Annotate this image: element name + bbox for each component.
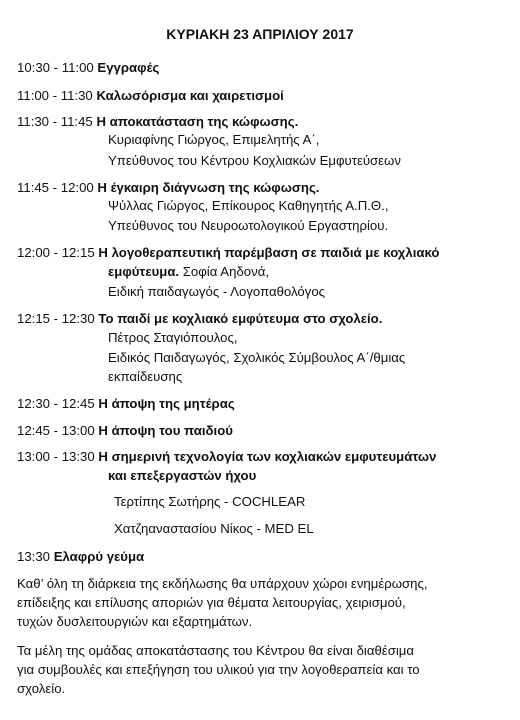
schedule-item [17, 421, 513, 440]
speaker-name: Ψύλλας Γιώργος, Επίκουρος Καθηγητής Α.Π.Θ., [108, 198, 389, 213]
page-title: ΚΥΡΙΑΚΗ 23 ΑΠΡΙΛΙΟΥ 2017 [166, 26, 354, 42]
note-paragraph-line: Τα μέλη της ομάδας αποκατάστασης του Κέντρου θα είναι διαθέσιμα [17, 643, 414, 658]
schedule-item [17, 547, 513, 566]
schedule-item [17, 86, 513, 105]
speaker-name: Πέτρος Σταγιόπουλος, [108, 330, 238, 345]
speaker-name: Σοφία Αηδονά, [179, 264, 269, 279]
schedule-title: Η αποκατάσταση της κώφωσης. [96, 114, 299, 129]
schedule-time: 13:30 [17, 549, 51, 564]
schedule-time: 12:45 - 13:00 [17, 423, 95, 438]
schedule-item [17, 243, 513, 262]
speaker-role: Υπεύθυνος του Κέντρου Κοχλιακών Εμφυτεύσεων [108, 153, 401, 168]
schedule-title: Η έγκαιρη διάγνωση της κώφωσης. [97, 180, 320, 195]
speaker-role: Υπεύθυνος του Νευροωτολογικού Εργαστηρίου. [108, 218, 389, 233]
note-paragraph-line: Καθ’ όλη τη διάρκεια της εκδήλωσης θα υπάρχουν χώροι ενημέρωσης, [17, 576, 428, 591]
schedule-time: 12:00 - 12:15 [17, 245, 95, 260]
schedule-item [17, 112, 513, 131]
schedule-title: Καλωσόρισμα και χαιρετισμοί [96, 88, 284, 103]
speaker-name: Τερτίπης Σωτήρης - COCHLEAR [114, 494, 306, 509]
note-paragraph-line: τυχών δυσλειτουργιών και εξαρτημάτων. [17, 614, 253, 629]
schedule-item [17, 178, 513, 197]
speaker-role: Ειδική παιδαγωγός - Λογοπαθολόγος [108, 284, 326, 299]
schedule-title: Εγγραφές [97, 60, 160, 75]
speaker-role: Ειδικός Παιδαγωγός, Σχολικός Σύμβουλος Α΄/θμιας [108, 350, 406, 365]
schedule-time: 13:00 - 13:30 [17, 449, 95, 464]
schedule-time: 11:45 - 12:00 [17, 180, 94, 195]
note-paragraph-line: σχολείο. [17, 681, 66, 696]
schedule-title: Ελαφρύ γεύμα [53, 549, 145, 564]
schedule-title: εμφύτευμα. [108, 264, 180, 279]
speaker-name: Κυριαφίνης Γιώργος, Επιμελητής Α΄, [108, 132, 320, 147]
schedule-title: Η άποψη της μητέρας [98, 396, 235, 411]
schedule-title: Η λογοθεραπευτική παρέμβαση σε παιδιά με κοχλιακό [98, 245, 440, 260]
schedule-time: 11:00 - 11:30 [17, 88, 93, 103]
note-paragraph-line: επίδειξης και επίλυσης αποριών για θέματα λειτουργίας, χειρισμού, [17, 595, 406, 610]
schedule-time: 12:30 - 12:45 [17, 396, 95, 411]
schedule-item [17, 447, 513, 466]
schedule-time: 12:15 - 12:30 [17, 311, 95, 326]
speaker-role: εκπαίδευσης [108, 369, 183, 384]
schedule-title: Το παιδί με κοχλιακό εμφύτευμα στο σχολείο. [98, 311, 383, 326]
schedule-item [17, 309, 513, 328]
schedule-item [17, 58, 513, 77]
schedule-title-continued [108, 262, 508, 281]
schedule-time: 11:30 - 11:45 [17, 114, 93, 129]
schedule-title: Η σημερινή τεχνολογία των κοχλιακών εμφυτευμάτων [98, 449, 437, 464]
schedule-time: 10:30 - 11:00 [17, 60, 94, 75]
speaker-name: Χατζηαναστασίου Νίκος - MED EL [114, 521, 314, 536]
note-paragraph-line: για συμβουλές και επεξήγηση του υλικού για την λογοθεραπεία και το [17, 662, 420, 677]
schedule-title: Η άποψη του παιδιού [98, 423, 233, 438]
schedule-title: και επεξεργαστών ήχου [108, 468, 257, 483]
schedule-item [17, 394, 513, 413]
schedule-title-continued [108, 466, 508, 485]
